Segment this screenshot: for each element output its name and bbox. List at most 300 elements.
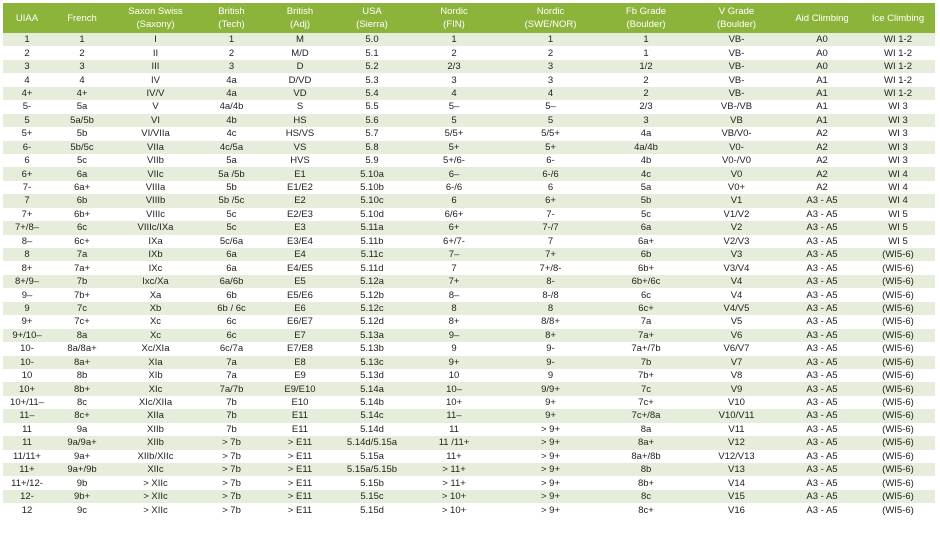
table-cell: VIIIa — [113, 181, 198, 194]
table-cell: VS — [265, 141, 335, 154]
table-cell: VB-/VB — [690, 100, 783, 113]
table-cell: 9a/9a+ — [51, 436, 113, 449]
table-cell: 5b /5c — [198, 194, 265, 207]
table-cell: 6 — [409, 194, 499, 207]
table-cell: 5.14b — [335, 396, 409, 409]
table-cell: 5.3 — [335, 73, 409, 86]
table-cell: XIb — [113, 369, 198, 382]
table-cell: D/VD — [265, 73, 335, 86]
table-cell: Xc — [113, 315, 198, 328]
table-cell: E11 — [265, 409, 335, 422]
table-cell: XIc — [113, 382, 198, 395]
table-cell: 9- — [499, 342, 602, 355]
table-cell: 5/5+ — [499, 127, 602, 140]
column-header — [602, 3, 690, 33]
table-cell: VB- — [690, 33, 783, 46]
table-cell: 7a+ — [51, 261, 113, 274]
table-cell: 9+ — [499, 396, 602, 409]
table-cell: 12 — [3, 503, 51, 516]
table-cell: > 7b — [198, 476, 265, 489]
table-cell: 8– — [3, 235, 51, 248]
table-cell: A0 — [783, 33, 861, 46]
table-cell: 5a — [51, 100, 113, 113]
table-cell: 4+ — [51, 87, 113, 100]
table-row — [3, 315, 935, 328]
table-cell: 7+ — [499, 248, 602, 261]
table-cell: 9b — [51, 476, 113, 489]
table-cell: > 9+ — [499, 450, 602, 463]
table-cell: 10+/11– — [3, 396, 51, 409]
table-cell: E2 — [265, 194, 335, 207]
table-cell: (WI5-6) — [861, 315, 935, 328]
table-cell: V3 — [690, 248, 783, 261]
table-cell: 9+ — [499, 409, 602, 422]
table-cell: 3 — [3, 60, 51, 73]
table-cell: I — [113, 33, 198, 46]
table-cell: > 9+ — [499, 503, 602, 516]
table-cell: 5 — [499, 114, 602, 127]
table-cell: 11– — [409, 409, 499, 422]
table-cell: 6b+/6c — [602, 275, 690, 288]
table-cell: (WI5-6) — [861, 329, 935, 342]
table-cell: 10 — [409, 369, 499, 382]
table-cell: VIIIb — [113, 194, 198, 207]
table-cell: > 7b — [198, 503, 265, 516]
table-cell: A0 — [783, 60, 861, 73]
table-cell: 5.14d — [335, 423, 409, 436]
table-cell: V11 — [690, 423, 783, 436]
table-cell: V9 — [690, 382, 783, 395]
table-cell: 6-/6 — [409, 181, 499, 194]
table-cell: 5.15b — [335, 476, 409, 489]
table-cell: 11+/12- — [3, 476, 51, 489]
table-cell: 7b — [198, 409, 265, 422]
table-cell: 7c — [602, 382, 690, 395]
table-cell: 2 — [198, 46, 265, 59]
table-cell: (WI5-6) — [861, 302, 935, 315]
table-cell: 6c — [198, 315, 265, 328]
table-cell: 7a/7b — [198, 382, 265, 395]
table-cell: 5a — [602, 181, 690, 194]
table-row — [3, 221, 935, 234]
table-cell: 4c — [198, 127, 265, 140]
column-header — [690, 3, 783, 33]
table-cell: > 10+ — [409, 490, 499, 503]
table-cell: 5.10b — [335, 181, 409, 194]
table-cell: V8 — [690, 369, 783, 382]
table-cell: 5.10c — [335, 194, 409, 207]
table-cell: WI 3 — [861, 114, 935, 127]
column-header-subtitle: (Adj) — [289, 19, 311, 30]
table-cell: WI 3 — [861, 100, 935, 113]
table-cell: E9/E10 — [265, 382, 335, 395]
table-cell: (WI5-6) — [861, 436, 935, 449]
table-cell: 5.1 — [335, 46, 409, 59]
table-cell: > 9+ — [499, 476, 602, 489]
table-cell: (WI5-6) — [861, 409, 935, 422]
table-cell: 4c — [602, 167, 690, 180]
table-cell: 5c/6a — [198, 235, 265, 248]
table-cell: 7+ — [3, 208, 51, 221]
table-cell: A2 — [783, 181, 861, 194]
table-cell: 7- — [3, 181, 51, 194]
table-cell: > 9+ — [499, 423, 602, 436]
table-row — [3, 73, 935, 86]
table-cell: 4 — [409, 87, 499, 100]
table-cell: A3 - A5 — [783, 356, 861, 369]
table-cell: 5.12a — [335, 275, 409, 288]
table-cell: E3/E4 — [265, 235, 335, 248]
table-body — [3, 33, 935, 517]
table-cell: IV — [113, 73, 198, 86]
table-cell: E3 — [265, 221, 335, 234]
table-cell: 8a/8a+ — [51, 342, 113, 355]
table-cell: 8- — [499, 275, 602, 288]
table-cell: 6a+ — [51, 181, 113, 194]
table-cell: 5.11b — [335, 235, 409, 248]
table-cell: 8+ — [499, 329, 602, 342]
column-header — [3, 3, 51, 33]
column-header-title: British — [218, 6, 245, 17]
table-cell: 8 — [3, 248, 51, 261]
table-cell: 5b — [51, 127, 113, 140]
table-cell: E1/E2 — [265, 181, 335, 194]
table-row — [3, 100, 935, 113]
table-cell: > 10+ — [409, 503, 499, 516]
table-cell: A3 - A5 — [783, 382, 861, 395]
table-cell: 6- — [3, 141, 51, 154]
column-header-title: Fb Grade — [625, 6, 667, 17]
table-cell: > E11 — [265, 450, 335, 463]
table-row — [3, 342, 935, 355]
table-cell: VB- — [690, 73, 783, 86]
table-cell: 5 — [409, 114, 499, 127]
table-cell: > E11 — [265, 463, 335, 476]
table-cell: 5c — [198, 208, 265, 221]
table-cell: 4a — [198, 73, 265, 86]
table-cell: 7- — [499, 208, 602, 221]
table-cell: 5.13b — [335, 342, 409, 355]
column-header-title: UIAA — [15, 12, 39, 24]
table-cell: V10/V11 — [690, 409, 783, 422]
table-cell: 4b — [198, 114, 265, 127]
table-cell: (WI5-6) — [861, 275, 935, 288]
table-cell: 9a+ — [51, 450, 113, 463]
table-cell: 11+ — [3, 463, 51, 476]
table-row — [3, 503, 935, 516]
table-row — [3, 275, 935, 288]
table-cell: 8a+ — [602, 436, 690, 449]
table-cell: 7b — [51, 275, 113, 288]
grade-conversion-table — [3, 3, 935, 517]
table-row — [3, 114, 935, 127]
table-cell: E5/E6 — [265, 288, 335, 301]
table-cell: 11+ — [409, 450, 499, 463]
table-cell: 7a — [602, 315, 690, 328]
table-cell: V0 — [690, 167, 783, 180]
table-cell: 5b — [602, 194, 690, 207]
table-cell: > 7b — [198, 436, 265, 449]
table-row — [3, 167, 935, 180]
table-cell: 5.11a — [335, 221, 409, 234]
table-cell: > 9+ — [499, 463, 602, 476]
table-cell: WI 1-2 — [861, 46, 935, 59]
table-row — [3, 476, 935, 489]
table-cell: E9 — [265, 369, 335, 382]
table-cell: 8b — [602, 463, 690, 476]
table-cell: 7b+ — [51, 288, 113, 301]
table-cell: 11 — [409, 423, 499, 436]
table-cell: VI/VIIa — [113, 127, 198, 140]
table-cell: (WI5-6) — [861, 423, 935, 436]
column-header-subtitle: (FIN) — [443, 19, 465, 30]
table-cell: (WI5-6) — [861, 288, 935, 301]
table-cell: Xc/XIa — [113, 342, 198, 355]
table-cell: V1/V2 — [690, 208, 783, 221]
table-cell: III — [113, 60, 198, 73]
table-row — [3, 329, 935, 342]
table-cell: WI 1-2 — [861, 33, 935, 46]
table-row — [3, 141, 935, 154]
table-cell: V16 — [690, 503, 783, 516]
table-cell: A3 - A5 — [783, 476, 861, 489]
table-cell: 8a+/8b — [602, 450, 690, 463]
column-header-title: Nordic — [536, 6, 565, 17]
table-cell: V — [113, 100, 198, 113]
table-cell: (WI5-6) — [861, 342, 935, 355]
table-row — [3, 261, 935, 274]
table-cell: A1 — [783, 100, 861, 113]
table-cell: 5c — [51, 154, 113, 167]
table-cell: XIIb/XIIc — [113, 450, 198, 463]
table-cell: S — [265, 100, 335, 113]
table-cell: VIIc — [113, 167, 198, 180]
table-cell: XIIc — [113, 463, 198, 476]
table-cell: 6c — [602, 288, 690, 301]
table-cell: > 11+ — [409, 463, 499, 476]
table-cell: 9 — [409, 342, 499, 355]
table-cell: 2/3 — [602, 100, 690, 113]
table-cell: 9+ — [3, 315, 51, 328]
table-cell: 4 — [3, 73, 51, 86]
table-cell: 5.13d — [335, 369, 409, 382]
table-cell: 5.13a — [335, 329, 409, 342]
table-cell: 12- — [3, 490, 51, 503]
table-cell: D — [265, 60, 335, 73]
table-cell: VB- — [690, 46, 783, 59]
table-cell: 11/11+ — [3, 450, 51, 463]
table-cell: > 11+ — [409, 476, 499, 489]
table-cell: 4b — [602, 154, 690, 167]
table-cell: 8+ — [3, 261, 51, 274]
table-cell: V15 — [690, 490, 783, 503]
table-cell: 8 — [499, 302, 602, 315]
column-header-title: V Grade — [718, 6, 755, 17]
table-cell: 10+ — [409, 396, 499, 409]
table-cell: E1 — [265, 167, 335, 180]
table-cell: V12 — [690, 436, 783, 449]
table-cell: 6b — [602, 248, 690, 261]
table-row — [3, 382, 935, 395]
table-cell: 5– — [409, 100, 499, 113]
table-cell: A1 — [783, 73, 861, 86]
table-cell: 6+/7- — [409, 235, 499, 248]
table-cell: M/D — [265, 46, 335, 59]
table-cell: V2/V3 — [690, 235, 783, 248]
table-cell: A3 - A5 — [783, 261, 861, 274]
table-cell: 2 — [409, 46, 499, 59]
table-cell: VIIa — [113, 141, 198, 154]
table-cell: 10+ — [3, 382, 51, 395]
table-cell: 6a+ — [602, 235, 690, 248]
table-cell: E6/E7 — [265, 315, 335, 328]
table-cell: 6+ — [499, 194, 602, 207]
table-cell: A3 - A5 — [783, 450, 861, 463]
table-cell: WI 5 — [861, 221, 935, 234]
table-cell: A3 - A5 — [783, 369, 861, 382]
table-cell: 9a+/9b — [51, 463, 113, 476]
table-cell: A3 - A5 — [783, 275, 861, 288]
table-row — [3, 409, 935, 422]
table-cell: 8a — [602, 423, 690, 436]
table-cell: 2 — [51, 46, 113, 59]
table-cell: A2 — [783, 154, 861, 167]
table-row — [3, 194, 935, 207]
table-cell: (WI5-6) — [861, 356, 935, 369]
table-cell: V4/V5 — [690, 302, 783, 315]
table-cell: 3 — [499, 60, 602, 73]
table-cell: Ixc/Xa — [113, 275, 198, 288]
table-cell: 5.10d — [335, 208, 409, 221]
table-cell: 8c+ — [602, 503, 690, 516]
table-cell: A3 - A5 — [783, 463, 861, 476]
table-cell: VB- — [690, 60, 783, 73]
table-cell: (WI5-6) — [861, 463, 935, 476]
table-cell: 3 — [409, 73, 499, 86]
table-cell: 8a — [51, 329, 113, 342]
table-cell: (WI5-6) — [861, 396, 935, 409]
table-cell: A3 - A5 — [783, 503, 861, 516]
table-row — [3, 87, 935, 100]
table-row — [3, 248, 935, 261]
column-header-subtitle: (Sierra) — [356, 19, 388, 30]
table-cell: XIa — [113, 356, 198, 369]
table-cell: 5.2 — [335, 60, 409, 73]
table-cell: 9– — [3, 288, 51, 301]
table-cell: WI 5 — [861, 208, 935, 221]
table-cell: 7a — [198, 369, 265, 382]
table-cell: 9b+ — [51, 490, 113, 503]
table-cell: > 9+ — [499, 490, 602, 503]
table-cell: V12/V13 — [690, 450, 783, 463]
table-cell: 1/2 — [602, 60, 690, 73]
table-cell: 9/9+ — [499, 382, 602, 395]
table-cell: 6c+ — [602, 302, 690, 315]
table-cell: 4c/5a — [198, 141, 265, 154]
table-cell: V10 — [690, 396, 783, 409]
column-header-subtitle: (SWE/NOR) — [524, 19, 577, 30]
table-cell: 6c/7a — [198, 342, 265, 355]
table-cell: A3 - A5 — [783, 221, 861, 234]
table-cell: 5b/5c — [51, 141, 113, 154]
table-cell: 9+ — [409, 356, 499, 369]
column-header-subtitle: (Boulder) — [626, 19, 666, 30]
column-header-title: Nordic — [440, 6, 468, 17]
table-cell: > 9+ — [499, 436, 602, 449]
table-cell: 6/6+ — [409, 208, 499, 221]
table-cell: 7+/8– — [3, 221, 51, 234]
table-cell: A3 - A5 — [783, 396, 861, 409]
column-header — [198, 3, 265, 33]
table-cell: 9c — [51, 503, 113, 516]
table-cell: M — [265, 33, 335, 46]
table-cell: 8b — [51, 369, 113, 382]
table-cell: 6- — [499, 154, 602, 167]
table-cell: (WI5-6) — [861, 382, 935, 395]
table-cell: WI 4 — [861, 167, 935, 180]
table-cell: V13 — [690, 463, 783, 476]
table-cell: 10– — [409, 382, 499, 395]
table-cell: 8a+ — [51, 356, 113, 369]
table-cell: 1 — [499, 33, 602, 46]
table-cell: 7 — [409, 261, 499, 274]
table-cell: 5+ — [499, 141, 602, 154]
column-header — [113, 3, 198, 33]
table-cell: 5.14d/5.15a — [335, 436, 409, 449]
table-cell: 5.11c — [335, 248, 409, 261]
table-row — [3, 127, 935, 140]
table-cell: VD — [265, 87, 335, 100]
column-header-title: Aid Climbing — [795, 12, 849, 24]
table-cell: 5.15a — [335, 450, 409, 463]
table-cell: 2/3 — [409, 60, 499, 73]
column-header-title: Saxon Swiss — [128, 6, 183, 17]
table-cell: 6c+ — [51, 235, 113, 248]
table-cell: V0+ — [690, 181, 783, 194]
table-cell: 10- — [3, 342, 51, 355]
table-cell: > E11 — [265, 476, 335, 489]
table-cell: 8-/8 — [499, 288, 602, 301]
column-header-subtitle: (Boulder) — [716, 19, 757, 30]
table-cell: Xc — [113, 329, 198, 342]
table-cell: V14 — [690, 476, 783, 489]
table-cell: A3 - A5 — [783, 194, 861, 207]
table-cell: V3/V4 — [690, 261, 783, 274]
table-cell: 2 — [602, 73, 690, 86]
table-cell: 1 — [198, 33, 265, 46]
table-cell: HS — [265, 114, 335, 127]
table-cell: 7c — [51, 302, 113, 315]
table-cell: IV/V — [113, 87, 198, 100]
table-cell: 7– — [409, 248, 499, 261]
table-cell: 4+ — [3, 87, 51, 100]
table-cell: 3 — [51, 60, 113, 73]
table-row — [3, 463, 935, 476]
table-cell: E5 — [265, 275, 335, 288]
table-cell: 3 — [499, 73, 602, 86]
table-cell: A0 — [783, 46, 861, 59]
table-cell: 8+/9– — [3, 275, 51, 288]
column-header — [51, 3, 113, 33]
table-cell: WI 3 — [861, 127, 935, 140]
table-cell: A3 - A5 — [783, 248, 861, 261]
table-cell: 5a /5b — [198, 167, 265, 180]
table-cell: 7 — [499, 235, 602, 248]
table-cell: 7c+/8a — [602, 409, 690, 422]
table-cell: VIIIc — [113, 208, 198, 221]
table-cell: VIIb — [113, 154, 198, 167]
table-cell: (WI5-6) — [861, 248, 935, 261]
